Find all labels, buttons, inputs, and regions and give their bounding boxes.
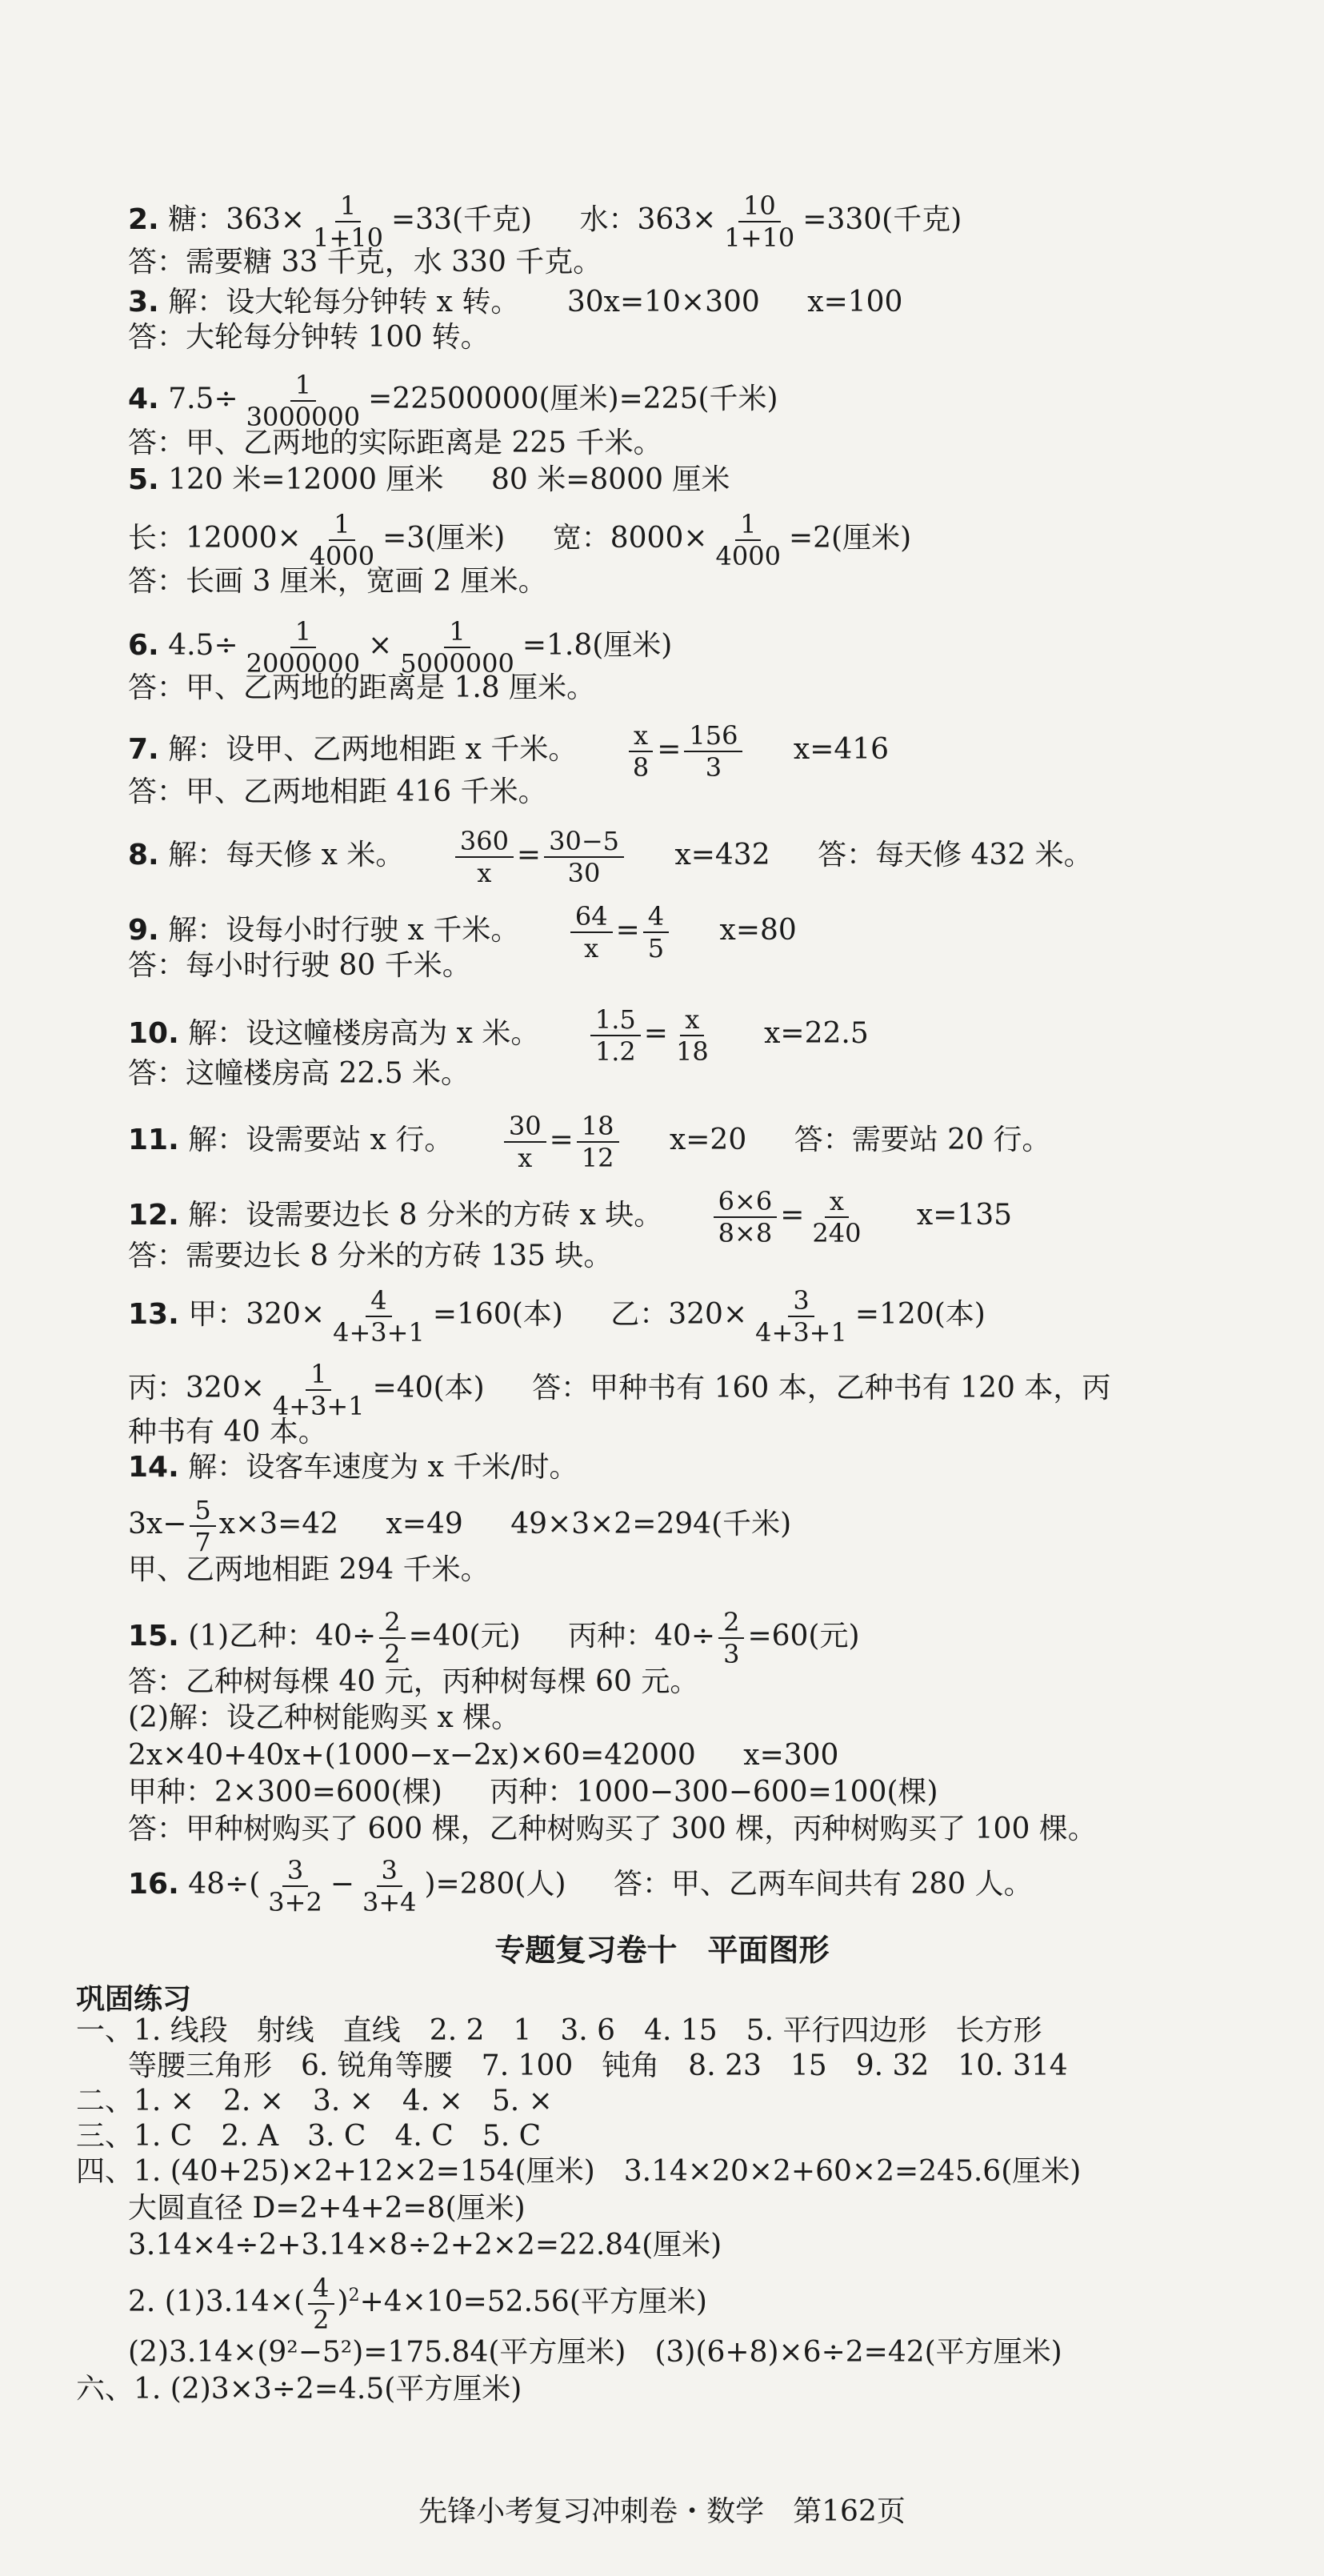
part4-line4 — [128, 2273, 707, 2335]
denominator: 2 — [313, 2305, 330, 2335]
q5-line2 — [128, 509, 911, 571]
q6-number: 6. — [128, 629, 159, 662]
fraction — [190, 1495, 215, 1557]
q11-solution: x=20 — [669, 1124, 747, 1156]
fraction — [718, 1607, 744, 1669]
numerator: 18 — [577, 1111, 619, 1143]
part4-line2: 大圆直径 D=2+4+2=8(厘米) — [128, 2192, 526, 2225]
q2-sugar-result: =33(千克) — [390, 203, 533, 236]
numerator: x — [825, 1186, 849, 1218]
numerator: 1 — [735, 509, 761, 541]
q8-number: 8. — [128, 839, 159, 871]
q13-number: 13. — [128, 1298, 179, 1331]
q3-solution: x=100 — [807, 286, 903, 318]
denominator: 4+3+1 — [333, 1317, 425, 1348]
q10-answer: 答：这幢楼房高 22.5 米。 — [128, 1057, 470, 1090]
q10-setup: 解：设这幢楼房高为 x 米。 — [188, 1017, 540, 1050]
fraction — [544, 826, 624, 888]
q2-sugar: 糖：363× — [168, 203, 306, 236]
denominator: 2 — [384, 1639, 401, 1669]
q3-answer: 答：大轮每分钟转 100 转。 — [128, 321, 490, 354]
part4-line5: (2)3.14×(9²−5²)=175.84(平方厘米) (3)(6+8)×6÷2=42(平方厘米) — [128, 2336, 1062, 2369]
numerator: 4 — [643, 901, 669, 933]
q7-answer: 答：甲、乙两地相距 416 千米。 — [128, 775, 547, 808]
fraction — [719, 190, 799, 253]
q4-line — [128, 370, 778, 432]
numerator: 3 — [282, 1855, 308, 1887]
part1-line1: 一、1. 线段 射线 直线 2. 2 1 3. 6 4. 15 5. 平行四边形 长方形 — [76, 2014, 1042, 2047]
q15-jia-count: 甲种：2×300=600(棵) — [128, 1776, 442, 1809]
q14-line — [128, 1450, 578, 1485]
numerator: 30−5 — [544, 826, 624, 858]
close-paren: ) — [337, 2286, 349, 2318]
q16-result: )=280(人) — [424, 1868, 566, 1901]
q15-solution: x=300 — [743, 1739, 839, 1772]
q4-number: 4. — [128, 383, 159, 415]
q15-part2: (2)解：设乙种树能购买 x 棵。 — [128, 1701, 521, 1734]
q7-number: 7. — [128, 733, 159, 766]
numerator: 360 — [455, 826, 514, 858]
square-exponent: 2 — [348, 2286, 360, 2306]
denominator: 5000000 — [400, 648, 514, 679]
q10-number: 10. — [128, 1017, 179, 1050]
fraction — [242, 616, 366, 679]
fraction — [308, 190, 388, 253]
numerator: 3 — [377, 1855, 402, 1887]
numerator: 4 — [308, 2273, 334, 2305]
fraction — [643, 901, 669, 963]
q13-line2 — [128, 1359, 1110, 1421]
q6-result: =1.8(厘米) — [522, 629, 673, 662]
q14-solution: x=49 — [386, 1508, 463, 1540]
fraction — [268, 1359, 370, 1421]
numerator: 4 — [366, 1285, 391, 1317]
denominator: 8×8 — [718, 1218, 773, 1248]
denominator: 4000 — [715, 541, 781, 571]
q3-setup: 解：设大轮每分钟转 x 转。 — [168, 286, 520, 318]
q14-setup: 解：设客车速度为 x 千米/时。 — [188, 1451, 578, 1484]
q9-setup: 解：设每小时行驶 x 千米。 — [168, 914, 520, 947]
q16-line — [128, 1855, 1033, 1917]
fraction — [711, 509, 786, 571]
q14-calc: 49×3×2=294(千米) — [510, 1508, 792, 1540]
q5-answer: 答：长画 3 厘米，宽画 2 厘米。 — [128, 565, 547, 598]
q15-bing-count: 丙种：1000−300−600=100(棵) — [490, 1776, 938, 1809]
denominator: 4+3+1 — [755, 1317, 847, 1348]
q11-setup: 解：设需要站 x 行。 — [188, 1124, 454, 1156]
denominator: 3 — [723, 1639, 740, 1669]
numerator: 6×6 — [714, 1186, 778, 1218]
denominator: x — [518, 1143, 533, 1173]
denominator: 1.2 — [594, 1036, 636, 1067]
fraction — [263, 1855, 327, 1917]
denominator: 3 — [705, 752, 722, 783]
fraction — [628, 720, 654, 783]
q13-answer: 答：甲种书有 160 本，乙种书有 120 本，丙 — [532, 1372, 1111, 1404]
q14-number: 14. — [128, 1451, 179, 1484]
q5-width-result: =2(厘米) — [788, 522, 912, 555]
denominator: 1+10 — [724, 222, 795, 253]
q10-line: 10. 解：设这幢楼房高为 x 米。 $\frac{1.5}{1.2}$ = $\frac{x}{18}$ x=22.5 — [128, 1004, 869, 1067]
q2-water: 水：363× — [579, 203, 717, 236]
part4-line3: 3.14×4÷2+3.14×8÷2+2×2=22.84(厘米) — [128, 2229, 722, 2262]
q13-yi: 乙：320× — [610, 1298, 748, 1331]
fraction — [577, 1111, 619, 1173]
q9-solution: x=80 — [719, 914, 797, 947]
q13-jia-result: =160(本) — [432, 1298, 563, 1331]
q13-bing-result: =40(本) — [372, 1372, 485, 1404]
fraction — [395, 616, 519, 679]
q15-equation: 2x×40+40x+(1000−x−2x)×60=42000 — [128, 1739, 696, 1772]
fraction — [807, 1186, 866, 1248]
q3-equation: 30x=10×300 — [566, 286, 760, 318]
q12-setup: 解：设需要边长 8 分米的方砖 x 块。 — [188, 1199, 663, 1232]
q2-answer: 答：需要糖 33 千克，水 330 千克。 — [128, 246, 602, 278]
q5-length-result: =3(厘米) — [382, 522, 506, 555]
minus-sign: − — [330, 1868, 354, 1901]
q14-eq: x×3=42 — [218, 1508, 339, 1540]
q6-expr: 4.5÷ — [168, 629, 238, 662]
q5-number: 5. — [128, 463, 159, 496]
numerator: 1 — [329, 509, 354, 541]
q13-yi-result: =120(本) — [854, 1298, 986, 1331]
fraction — [590, 1004, 641, 1067]
q9-line: 9. 解：设每小时行驶 x 千米。 $\frac{64}{x}$ = $\frac{4}{5}$ x=80 — [128, 901, 797, 963]
denominator: 2000000 — [246, 648, 361, 679]
section-title: 专题复习卷十 平面图形 — [494, 1933, 830, 1968]
q15-line4 — [128, 1775, 938, 1810]
numerator: 1 — [444, 616, 470, 648]
q3-line — [128, 285, 902, 320]
denominator: x — [584, 933, 599, 963]
q15-bing-result: =60(元) — [747, 1620, 860, 1653]
denominator: 3+2 — [268, 1887, 322, 1917]
q8-solution: x=432 — [674, 839, 770, 871]
q5-conv2: 80 米=8000 厘米 — [490, 463, 730, 496]
part4-q2-expr: 2. (1)3.14×( — [128, 2286, 306, 2318]
denominator: 4000 — [309, 541, 375, 571]
q14-answer: 甲、乙两地相距 294 千米。 — [128, 1553, 490, 1586]
q8-line: 8. 解：每天修 x 米。 $\frac{360}{x}$ = $\frac{30-5}{30}$ x=432 答：每天修 432 米。 — [128, 826, 1093, 888]
part4-q2-result: +4×10=52.56(平方厘米) — [359, 2286, 707, 2318]
fraction — [455, 826, 514, 888]
denominator: 12 — [581, 1143, 614, 1173]
q11-number: 11. — [128, 1124, 179, 1156]
q8-setup: 解：每天修 x 米。 — [168, 839, 405, 871]
q15-bing: 丙种：40÷ — [568, 1620, 716, 1653]
part2-line: 二、1. × 2. × 3. × 4. × 5. × — [76, 2085, 553, 2117]
part4-line1: 四、1. (40+25)×2+12×2=154(厘米) 3.14×20×2+60×2=245.6(厘米) — [76, 2155, 1082, 2188]
q15-line — [128, 1607, 860, 1669]
q5-width: 宽：8000× — [552, 522, 708, 555]
q7-solution: x=416 — [793, 733, 890, 766]
part3-line: 三、1. C 2. A 3. C 4. C 5. C — [76, 2120, 542, 2153]
q13-answer-cont: 种书有 40 本。 — [128, 1416, 327, 1448]
q4-result: =22500000(厘米)=225(千米) — [368, 383, 778, 415]
page-footer: 先锋小考复习冲刺卷・数学 第162页 — [418, 2495, 906, 2528]
denominator: 30 — [567, 858, 601, 888]
numerator: 64 — [570, 901, 613, 933]
denominator: 8 — [632, 752, 650, 783]
q3-number: 3. — [128, 286, 159, 318]
q16-answer: 答：甲、乙两车间共有 280 人。 — [613, 1868, 1033, 1901]
denominator: 1+10 — [313, 222, 383, 253]
part6-line: 六、1. (2)3×3÷2=4.5(平方厘米) — [76, 2373, 522, 2406]
q12-line: 12. 解：设需要边长 8 分米的方砖 x 块。 $\frac{6\times 6}{8\times 8}$ = $\frac{x}{240}$ x=135 — [128, 1186, 1013, 1248]
denominator: 18 — [675, 1036, 709, 1067]
q16-expr: 48÷( — [188, 1868, 261, 1901]
fraction — [308, 2273, 334, 2335]
q5-conv1: 120 米=12000 厘米 — [168, 463, 444, 496]
q14-line2 — [128, 1495, 791, 1557]
q5-length: 长：12000× — [128, 522, 302, 555]
denominator: 5 — [647, 933, 665, 963]
q10-solution: x=22.5 — [764, 1017, 869, 1050]
q4-answer: 答：甲、乙两地的实际距离是 225 千米。 — [128, 427, 662, 459]
q15-yi-result: =40(元) — [408, 1620, 521, 1653]
denominator: 240 — [812, 1218, 862, 1248]
numerator: 5 — [190, 1495, 215, 1527]
fraction — [504, 1111, 546, 1173]
fraction — [684, 720, 742, 783]
q15-number: 15. — [128, 1620, 179, 1653]
q12-number: 12. — [128, 1199, 179, 1232]
q7-line: 7. 解：设甲、乙两地相距 x 千米。 $\frac{x}{8}$ = $\frac{156}{3}$ x=416 — [128, 720, 890, 783]
fraction — [358, 1855, 422, 1917]
times-sign: × — [368, 629, 393, 662]
q12-answer: 答：需要边长 8 分米的方砖 135 块。 — [128, 1240, 613, 1272]
q11-answer: 答：需要站 20 行。 — [794, 1124, 1051, 1156]
fraction — [671, 1004, 714, 1067]
q9-answer: 答：每小时行驶 80 千米。 — [128, 949, 471, 982]
q7-setup: 解：设甲、乙两地相距 x 千米。 — [168, 733, 578, 766]
numerator: 1 — [290, 370, 316, 402]
fraction — [305, 509, 379, 571]
q6-answer: 答：甲、乙两地的距离是 1.8 厘米。 — [128, 671, 596, 704]
q9-number: 9. — [128, 914, 159, 947]
q16-number: 16. — [128, 1868, 179, 1901]
q2-water-result: =330(千克) — [802, 203, 962, 236]
q15-answer1: 答：乙种树每棵 40 元，丙种树每棵 60 元。 — [128, 1665, 699, 1698]
numerator: 10 — [738, 190, 781, 222]
numerator: 30 — [504, 1111, 546, 1143]
fraction — [714, 1186, 778, 1248]
denominator: x — [477, 858, 492, 888]
q5-line — [128, 463, 730, 498]
numerator: x — [629, 720, 653, 752]
q15-yi: (1)乙种：40÷ — [188, 1620, 377, 1653]
fraction — [750, 1285, 852, 1348]
part1-line2: 等腰三角形 6. 锐角等腰 7. 100 钝角 8. 23 15 9. 32 10. 314 — [128, 2049, 1068, 2082]
fraction — [379, 1607, 405, 1669]
numerator: 156 — [684, 720, 742, 752]
q12-solution: x=135 — [916, 1199, 1013, 1232]
denominator: 3000000 — [246, 402, 361, 432]
q13-bing: 丙：320× — [128, 1372, 265, 1404]
practice-heading: 巩固练习 — [76, 1983, 192, 2016]
denominator: 3+4 — [362, 1887, 417, 1917]
denominator: 4+3+1 — [272, 1391, 365, 1421]
numerator: 1 — [335, 190, 361, 222]
q13-line — [128, 1285, 986, 1348]
fraction — [570, 901, 613, 963]
q13-jia: 甲：320× — [188, 1298, 326, 1331]
numerator: x — [680, 1004, 704, 1036]
fraction — [242, 370, 366, 432]
q2-number: 2. — [128, 203, 159, 236]
numerator: 1 — [290, 616, 316, 648]
numerator: 3 — [788, 1285, 814, 1317]
q2-line — [128, 190, 962, 253]
fraction — [328, 1285, 430, 1348]
q15-eq-line — [128, 1738, 838, 1773]
q14-expr: 3x− — [128, 1508, 187, 1540]
q6-line — [128, 616, 672, 679]
q4-expr: 7.5÷ — [168, 383, 238, 415]
q8-answer: 答：每天修 432 米。 — [818, 839, 1093, 871]
numerator: 1 — [306, 1359, 331, 1391]
denominator: 7 — [194, 1527, 211, 1557]
numerator: 2 — [379, 1607, 405, 1639]
numerator: 2 — [718, 1607, 744, 1639]
numerator: 1.5 — [590, 1004, 641, 1036]
q15-answer2: 答：甲种树购买了 600 棵，乙种树购买了 300 棵，丙种树购买了 100 棵。 — [128, 1813, 1097, 1845]
q11-line: 11. 解：设需要站 x 行。 $\frac{30}{x}$ = $\frac{18}{12}$ x=20 答：需要站 20 行。 — [128, 1111, 1051, 1173]
